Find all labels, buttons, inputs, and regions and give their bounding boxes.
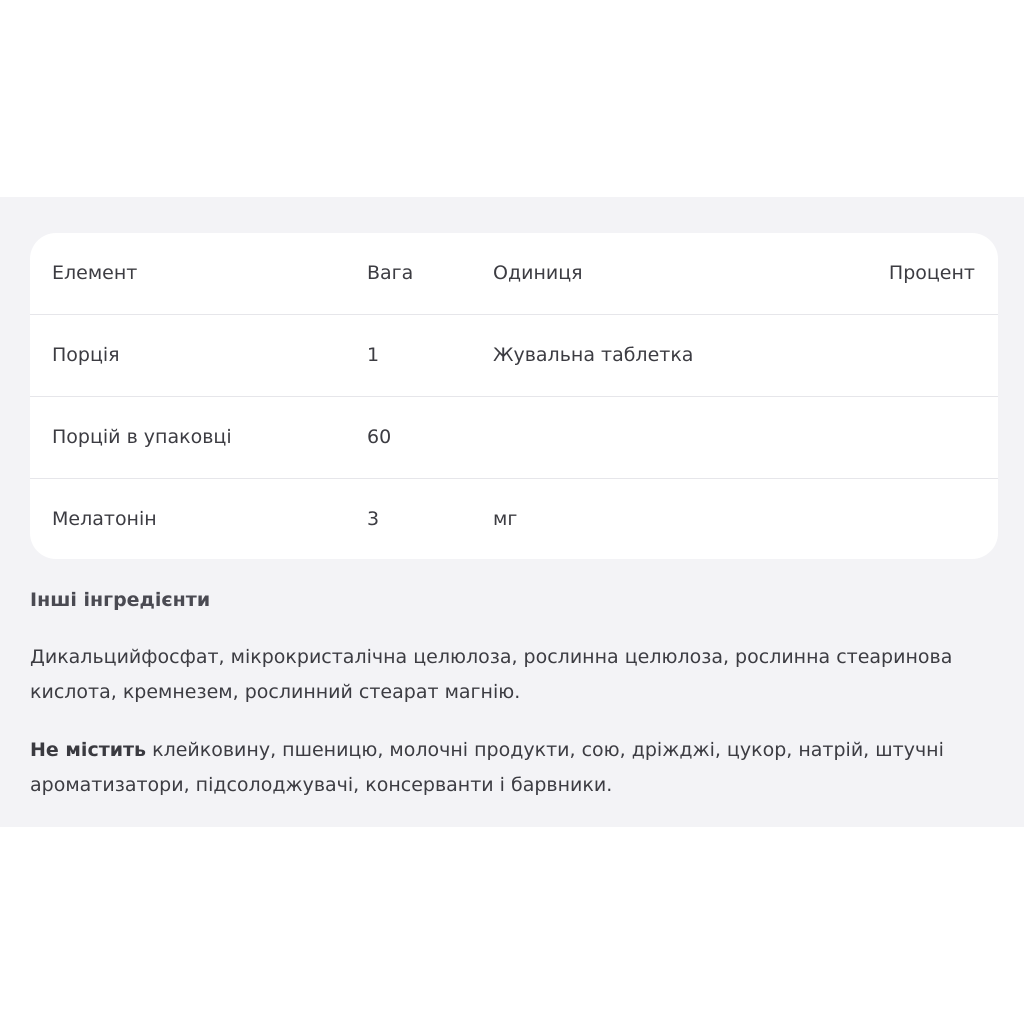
header-percent: Процент	[888, 262, 975, 284]
row-element: Порція	[52, 344, 120, 366]
row-weight: 3	[367, 508, 380, 530]
row-element: Порцій в упаковці	[52, 426, 232, 448]
table-row	[30, 479, 998, 559]
header-element: Елемент	[52, 262, 138, 284]
row-unit: мг	[493, 508, 518, 530]
free-from-label: Не містить	[30, 739, 147, 761]
table-row	[30, 397, 998, 479]
row-element: Мелатонін	[52, 508, 157, 530]
row-unit: Жувальна таблетка	[493, 344, 694, 366]
row-weight: 1	[367, 344, 380, 366]
other-ingredients-text: Дикальцийфосфат, мікрокристалічна целюлоза, рослинна целюлоза, рослинна стеаринова кислота, кремнезем, рослинний стеарат магнію.	[30, 646, 953, 703]
free-from-text	[30, 733, 990, 803]
table-header-row	[30, 233, 998, 315]
row-weight: 60	[367, 426, 392, 448]
nutrition-table	[30, 233, 998, 559]
other-ingredients-title: Інші інгредієнти	[30, 589, 211, 611]
supplement-facts-panel	[0, 197, 1024, 827]
header-unit: Одиниця	[493, 262, 583, 284]
table-row	[30, 315, 998, 397]
header-weight: Вага	[367, 262, 414, 284]
free-from-list: клейковину, пшеницю, молочні продукти, сою, дріжджі, цукор, натрій, штучні ароматизатори, підсолоджувачі, консерванти і барвники.	[30, 739, 944, 796]
